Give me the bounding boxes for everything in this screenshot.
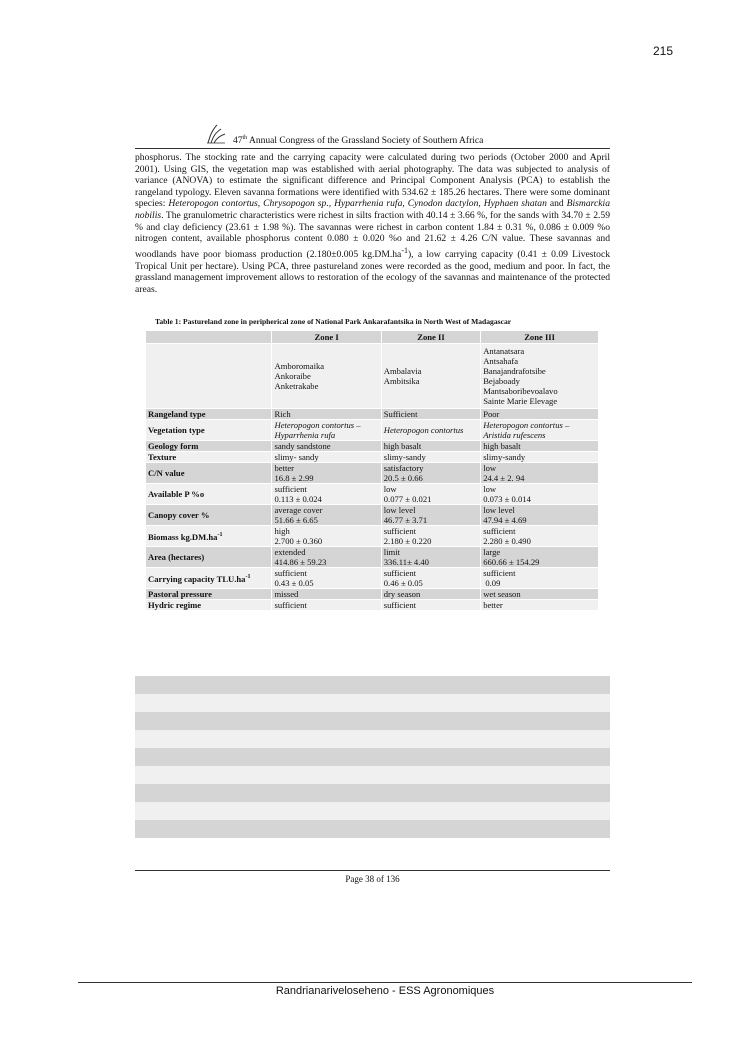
empty-band: [135, 784, 610, 802]
column-header: Zone I: [272, 331, 381, 344]
table-row: [146, 409, 599, 420]
empty-band: [135, 694, 610, 712]
table-cell: low 0.077 ± 0.021: [381, 484, 480, 505]
table-cell: sufficient 0.46 ± 0.05: [381, 568, 480, 589]
footer-rule: [135, 870, 610, 871]
column-header: Zone III: [481, 331, 599, 344]
pastureland-zone-table: [145, 330, 599, 611]
table-row: [146, 600, 599, 611]
row-label: [146, 344, 272, 409]
table-row: [146, 463, 599, 484]
row-label: Area (hectares): [146, 547, 272, 568]
empty-band: [135, 766, 610, 784]
table-cell: large 660.66 ± 154.29: [481, 547, 599, 568]
table-cell: dry season: [381, 589, 480, 600]
localities-cell: Antanatsara Antsahafa Banajandrafotsibe Bejaboady Mantsaboribevoalavo Sainte Marie Elevage: [481, 344, 599, 409]
table-cell: sufficient 0.09: [481, 568, 599, 589]
table-header-row: [146, 331, 599, 344]
table-cell: Heteropogon contortus – Aristida rufescens: [481, 420, 599, 441]
table-cell: extended 414.86 ± 59.23: [272, 547, 381, 568]
table-row: [146, 526, 599, 547]
empty-band: [135, 730, 610, 748]
row-label: Geology form: [146, 441, 272, 452]
row-label: Vegetation type: [146, 420, 272, 441]
table-cell: better 16.8 ± 2.99: [272, 463, 381, 484]
row-label: Rangeland type: [146, 409, 272, 420]
table-row: [146, 547, 599, 568]
table-row: [146, 441, 599, 452]
row-label: Canopy cover %: [146, 505, 272, 526]
header-rule: [135, 148, 610, 149]
table-cell: high 2.700 ± 0.360: [272, 526, 381, 547]
table-cell: slimy-sandy: [381, 452, 480, 463]
empty-band: [135, 748, 610, 766]
corner-cell: [146, 331, 272, 344]
empty-band: [135, 676, 610, 694]
table-cell: sufficient 0.113 ± 0.024: [272, 484, 381, 505]
table-cell: low level 47.94 ± 4.69: [481, 505, 599, 526]
table-cell: high basalt: [481, 441, 599, 452]
table-row: [146, 452, 599, 463]
table-cell: slimy-sandy: [481, 452, 599, 463]
table-cell: Heteropogon contortus: [381, 420, 480, 441]
table-cell: sufficient 2.180 ± 0.220: [381, 526, 480, 547]
table-cell: Poor: [481, 409, 599, 420]
table-row: [146, 568, 599, 589]
congress-title: 47th Annual Congress of the Grassland Society of Southern Africa: [233, 135, 484, 147]
empty-band: [135, 802, 610, 820]
author-footer: Randrianariveloseheno - ESS Agronomiques: [275, 985, 495, 997]
table-cell: average cover 51.66 ± 6.65: [272, 505, 381, 526]
table-row: [146, 505, 599, 526]
abstract-text: phosphorus. The stocking rate and the carrying capacity were calculated during two periods (October 2000 and April 2001). Using GIS, the vegetation map was established with aerial photography. The data was subjected to analysis of variance (ANOVA) to estimate the significant difference and Principal Component Analysis (PCA) to establish the rangeland typology. Eleven savanna formations were identified with 534.62 ± 185.26 hectares. There were some dominant species: Heteropogon contortus, Chrysopogon sp., Hyparrhenia rufa, Cynodon dactylon, Hyphaen shatan and Bismarckia nobilis. The granulometric characteristics were richest in silts fraction with 40.14 ± 3.66 %, for the sands with 34.70 ± 2.59 % and clay deficiency (23.61 ± 1.98 %). The savannas were richest in carbon content 1.84 ± 0.31 %, 0.086 ± 0.009 %o nitrogen content, available phosphorus content 0.080 ± 0.020 %o and 21.62 ± 4.26 C/N value. These savannas and woodlands have poor biomass production (2.180±0.005 $kg.DM.ha^{-1}$), a low carrying capacity (0.41 ± 0.09 Livestock Tropical Unit per hectare). Using PCA, three pastureland zones were recorded as the good, medium and poor. In fact, the grassland management improvement allows to restoration of the ecology of the savannas and maintenance of the protected areas.: [135, 152, 610, 295]
empty-table-bands: [135, 676, 610, 838]
table-cell: high basalt: [381, 441, 480, 452]
table-cell: satisfactory 20.5 ± 0.66: [381, 463, 480, 484]
table-row: [146, 589, 599, 600]
table-cell: limit 336.11± 4.40: [381, 547, 480, 568]
empty-band: [135, 712, 610, 730]
table-cell: Rich: [272, 409, 381, 420]
row-label: Available P %o: [146, 484, 272, 505]
table-cell: sufficient: [381, 600, 480, 611]
localities-cell: Amboromaika Ankoraibe Anketrakabe: [272, 344, 381, 409]
row-label: C/N value: [146, 463, 272, 484]
row-label: Biomass $kg.DM.ha^{-1}$: [146, 526, 272, 547]
localities-row: [146, 344, 599, 409]
table-cell: low 24.4 ± 2. 94: [481, 463, 599, 484]
table-cell: better: [481, 600, 599, 611]
table-cell: sufficient 2.280 ± 0.490: [481, 526, 599, 547]
row-label: Hydric regime: [146, 600, 272, 611]
table-cell: sandy sandstone: [272, 441, 381, 452]
table-cell: Heteropogon contortus – Hyparrhenia rufa: [272, 420, 381, 441]
table-row: [146, 484, 599, 505]
table-cell: slimy- sandy: [272, 452, 381, 463]
row-label: Pastoral pressure: [146, 589, 272, 600]
table-caption: Table 1: Pastureland zone in peripherical zone of National Park Ankarafantsika in North West of Madagascar: [155, 317, 512, 326]
table-cell: Sufficient: [381, 409, 480, 420]
table-cell: low 0.073 ± 0.014: [481, 484, 599, 505]
localities-cell: Ambalavia Ambitsika: [381, 344, 480, 409]
empty-band: [135, 820, 610, 838]
table-cell: wet season: [481, 589, 599, 600]
grass-logo-icon: [205, 124, 227, 144]
row-label: Texture: [146, 452, 272, 463]
table-cell: sufficient 0.43 ± 0.05: [272, 568, 381, 589]
column-header: Zone II: [381, 331, 480, 344]
table-cell: missed: [272, 589, 381, 600]
table-row: [146, 420, 599, 441]
bottom-rule: [78, 982, 692, 983]
row-label: Carrying capacity $TLU.ha^{-1}$: [146, 568, 272, 589]
table-cell: sufficient: [272, 600, 381, 611]
table-cell: low level 46.77 ± 3.71: [381, 505, 480, 526]
page-of-label: Page 38 of 136: [345, 874, 400, 884]
page-number: 215: [652, 44, 673, 58]
